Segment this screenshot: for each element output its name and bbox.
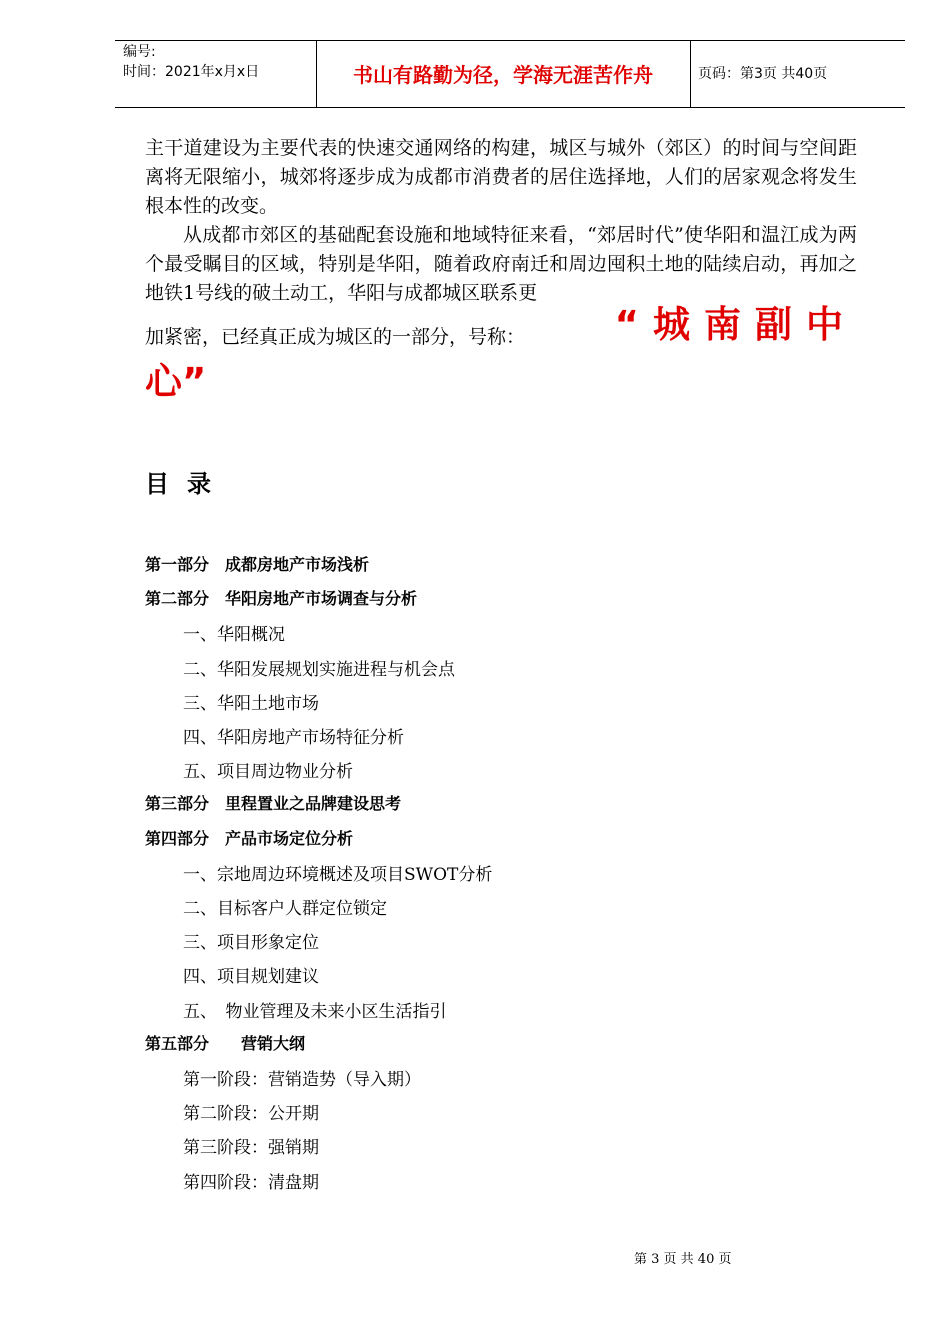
toc-title: 目录	[145, 470, 229, 498]
toc-part-heading: 第三部分 里程置业之品牌建设思考	[145, 794, 402, 813]
time-label: 时间：2021年x月x日	[123, 64, 260, 80]
header-page-cell	[690, 41, 905, 107]
toc-subitem: 第三阶段：强销期	[183, 1138, 319, 1158]
toc-subitem: 二、华阳发展规划实施进程与机会点	[183, 660, 455, 680]
paragraph-2: 从成都市郊区的基础配套设施和地域特征来看，“郊居时代”使华阳和温江成为两个最受瞩目的区域，特别是华阳，随着政府南迁和周边囤积土地的陆续启动，再加之地铁1号线的破土动工，华阳与成都城区联系更	[145, 224, 857, 304]
toc-subitem: 第一阶段：营销造势（导入期）	[183, 1070, 421, 1090]
toc-part-heading: 第四部分 产品市场定位分析	[145, 829, 354, 848]
paragraph-3-line	[145, 303, 857, 352]
header-meta-cell	[115, 41, 317, 107]
toc-subitem: 第二阶段：公开期	[183, 1104, 319, 1124]
highlight-slogan-part1: “城南副中	[614, 303, 857, 346]
toc-subitem: 五、 物业管理及未来小区生活指引	[183, 1002, 447, 1022]
toc-subitem: 五、项目周边物业分析	[183, 762, 353, 782]
toc-subitem: 一、宗地周边环境概述及项目SWOT分析	[183, 865, 493, 885]
body-text	[145, 134, 857, 406]
toc-part-heading: 第二部分 华阳房地产市场调查与分析	[145, 589, 418, 608]
number-label: 编号:	[123, 44, 156, 60]
paragraph-3: 加紧密，已经真正成为城区的一部分，号称：	[145, 326, 526, 348]
toc-subitem: 四、华阳房地产市场特征分析	[183, 728, 404, 748]
toc-part-heading: 第一部分 成都房地产市场浅析	[145, 555, 370, 574]
header-page-info: 页码：第3页 共40页	[698, 66, 828, 82]
header-motto-cell	[316, 41, 691, 107]
page-footer: 第 3 页 共 40 页	[634, 1252, 732, 1267]
toc-subitem: 三、华阳土地市场	[183, 694, 319, 714]
page-header	[115, 40, 905, 108]
toc-subitem: 二、目标客户人群定位锁定	[183, 899, 387, 919]
paragraph-1: 主干道建设为主要代表的快速交通网络的构建，城区与城外（郊区）的时间与空间距离将无限缩小，城郊将逐步成为成都市消费者的居住选择地，人们的居家观念将发生根本性的改变。	[145, 137, 857, 217]
toc-subitem: 四、项目规划建议	[183, 967, 319, 987]
toc-subitem: 第四阶段：清盘期	[183, 1173, 319, 1193]
header-motto: 书山有路勤为径，学海无涯苦作舟	[353, 63, 653, 87]
toc-subitem: 三、项目形象定位	[183, 933, 319, 953]
toc-subitem: 一、华阳概况	[183, 625, 285, 645]
toc-part-heading: 第五部分 营销大纲	[145, 1034, 306, 1053]
highlight-slogan-part2: 心”	[145, 360, 207, 403]
